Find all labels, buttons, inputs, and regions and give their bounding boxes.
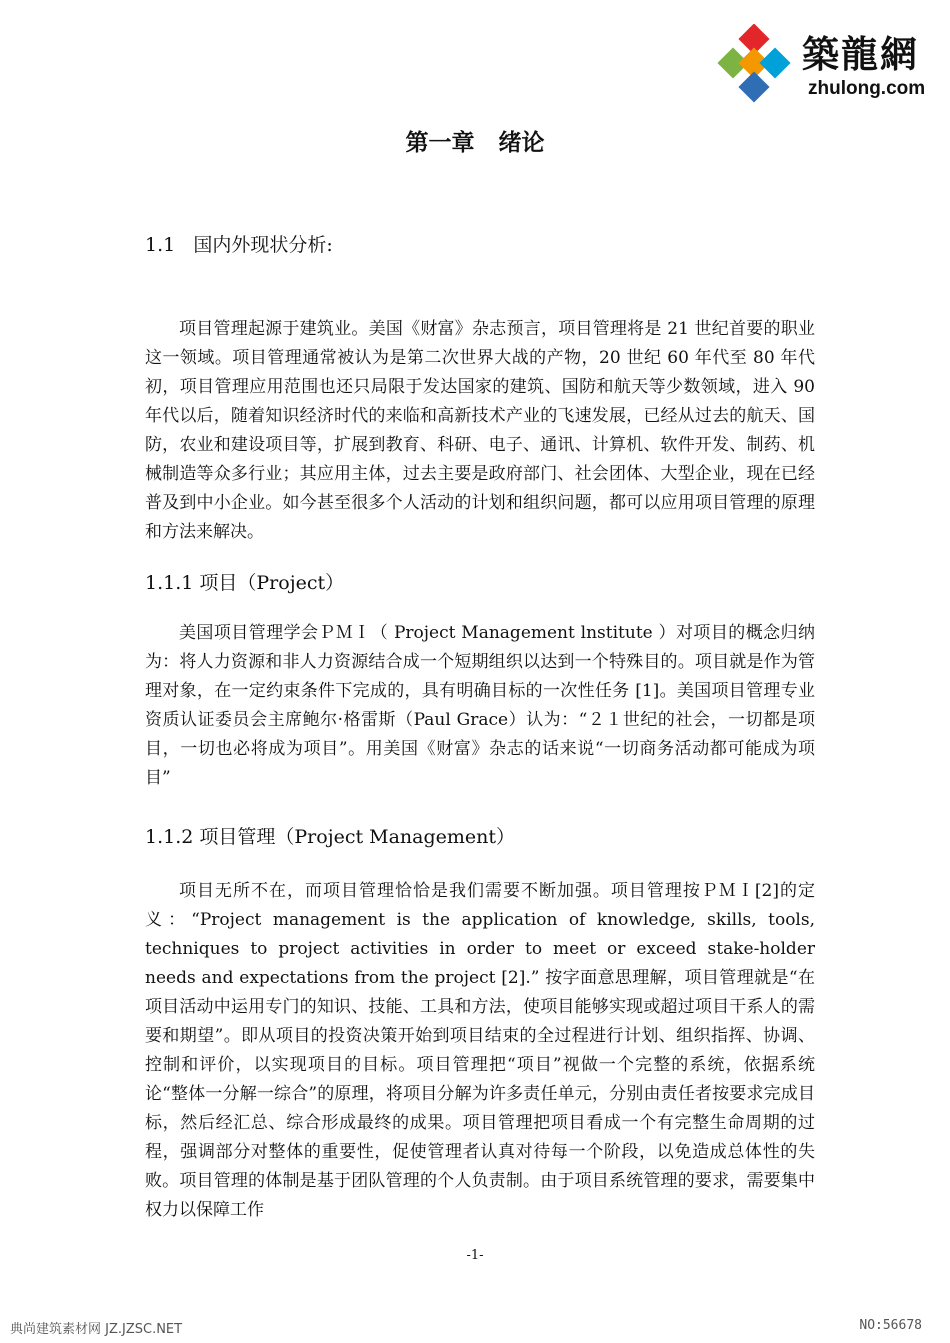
section-heading-1-1-2: 1.1.2 项目管理（Project Management） xyxy=(145,826,516,848)
zhulong-logo xyxy=(712,18,934,110)
chapter-title: 第一章 绪论 xyxy=(405,130,545,156)
footer-document-number: NO:56678 xyxy=(859,1318,922,1333)
paragraph-1-1: 项目管理起源于建筑业。美国《财富》杂志预言，项目管理将是 21 世纪首要的职业这一领域。项目管理通常被认为是第二次世界大战的产物，20 世纪 60 年代至 80 年代初，项目管理应用范围也还只局限于发达国家的建筑、国防和航天等少数领域，进入 90 年代以后，随着知识经济时代的来临和高新技术产业的飞速发展，已经从过去的航天、国防，农业和建设项目等，扩展到教育、科研、电子、通讯、计算机、软件开发、制药、机械制造等众多行业；其应用主体，过去主要是政府部门、社会团体、大型企业，现在已经普及到中小企业。如今甚至很多个人活动的计划和组织问题，都可以应用项目管理的原理和方法来解决。 xyxy=(145,319,815,542)
paragraph-1-1-2: 项目无所不在，而项目管理恰恰是我们需要不断加强。项目管理按ＰＭＩ[2]的定义：“Project management is the application of knowledge, skills, tools, techniques to project activities in order to meet or exceed stake-holder needs and expectations from the project [2].” 按字面意思理解，项目管理就是“在项目活动中运用专门的知识、技能、工具和方法，使项目能够实现或超过项目干系人的需要和期望”。即从项目的投资决策开始到项目结束的全过程进行计划、组织指挥、协调、控制和评价，以实现项目的目标。项目管理把“项目”视做一个完整的系统，依据系统论“整体一分解一综合”的原理，将项目分解为许多责任单元，分别由责任者按要求完成目标，然后经汇总、综合形成最终的成果。项目管理把项目看成一个有完整生命周期的过程，强调部分对整体的重要性，促使管理者认真对待每一个阶段，以免造成总体性的失败。项目管理的体制是基于团队管理的个人负责制。由于项目系统管理的要求，需要集中权力以保障工作 xyxy=(145,881,815,1220)
paragraph-1-1-1: 美国项目管理学会ＰＭＩ（ Project Management lnstitute ）对项目的概念归纳为：将人力资源和非人力资源结合成一个短期组织以达到一个特殊目的。项目就是作为管理对象，在一定约束条件下完成的，具有明确目标的一次性任务 [1]。美国项目管理专业资质认证委员会主席鲍尔·格雷斯（Paul Grace）认为：“２１世纪的社会，一切都是项目，一切也必将成为项目”。用美国《财富》杂志的话来说“一切商务活动都可能成为项目” xyxy=(145,623,815,788)
zhulong-logo-icon xyxy=(712,24,798,110)
logo-name-en: zhulong.com xyxy=(808,78,926,99)
logo-name-cn: 築龍網 xyxy=(802,33,919,76)
section-heading-1-1: 1.1 国内外现状分析: xyxy=(145,234,333,256)
logo-cube-right xyxy=(759,47,790,78)
logo-cube-bottom xyxy=(738,71,769,102)
section-heading-1-1-1: 1.1.1 项目（Project） xyxy=(145,572,345,594)
page-number: -1- xyxy=(466,1248,484,1263)
footer-watermark-left: 典尚建筑素材网 JZ.JZSC.NET xyxy=(10,1322,183,1337)
